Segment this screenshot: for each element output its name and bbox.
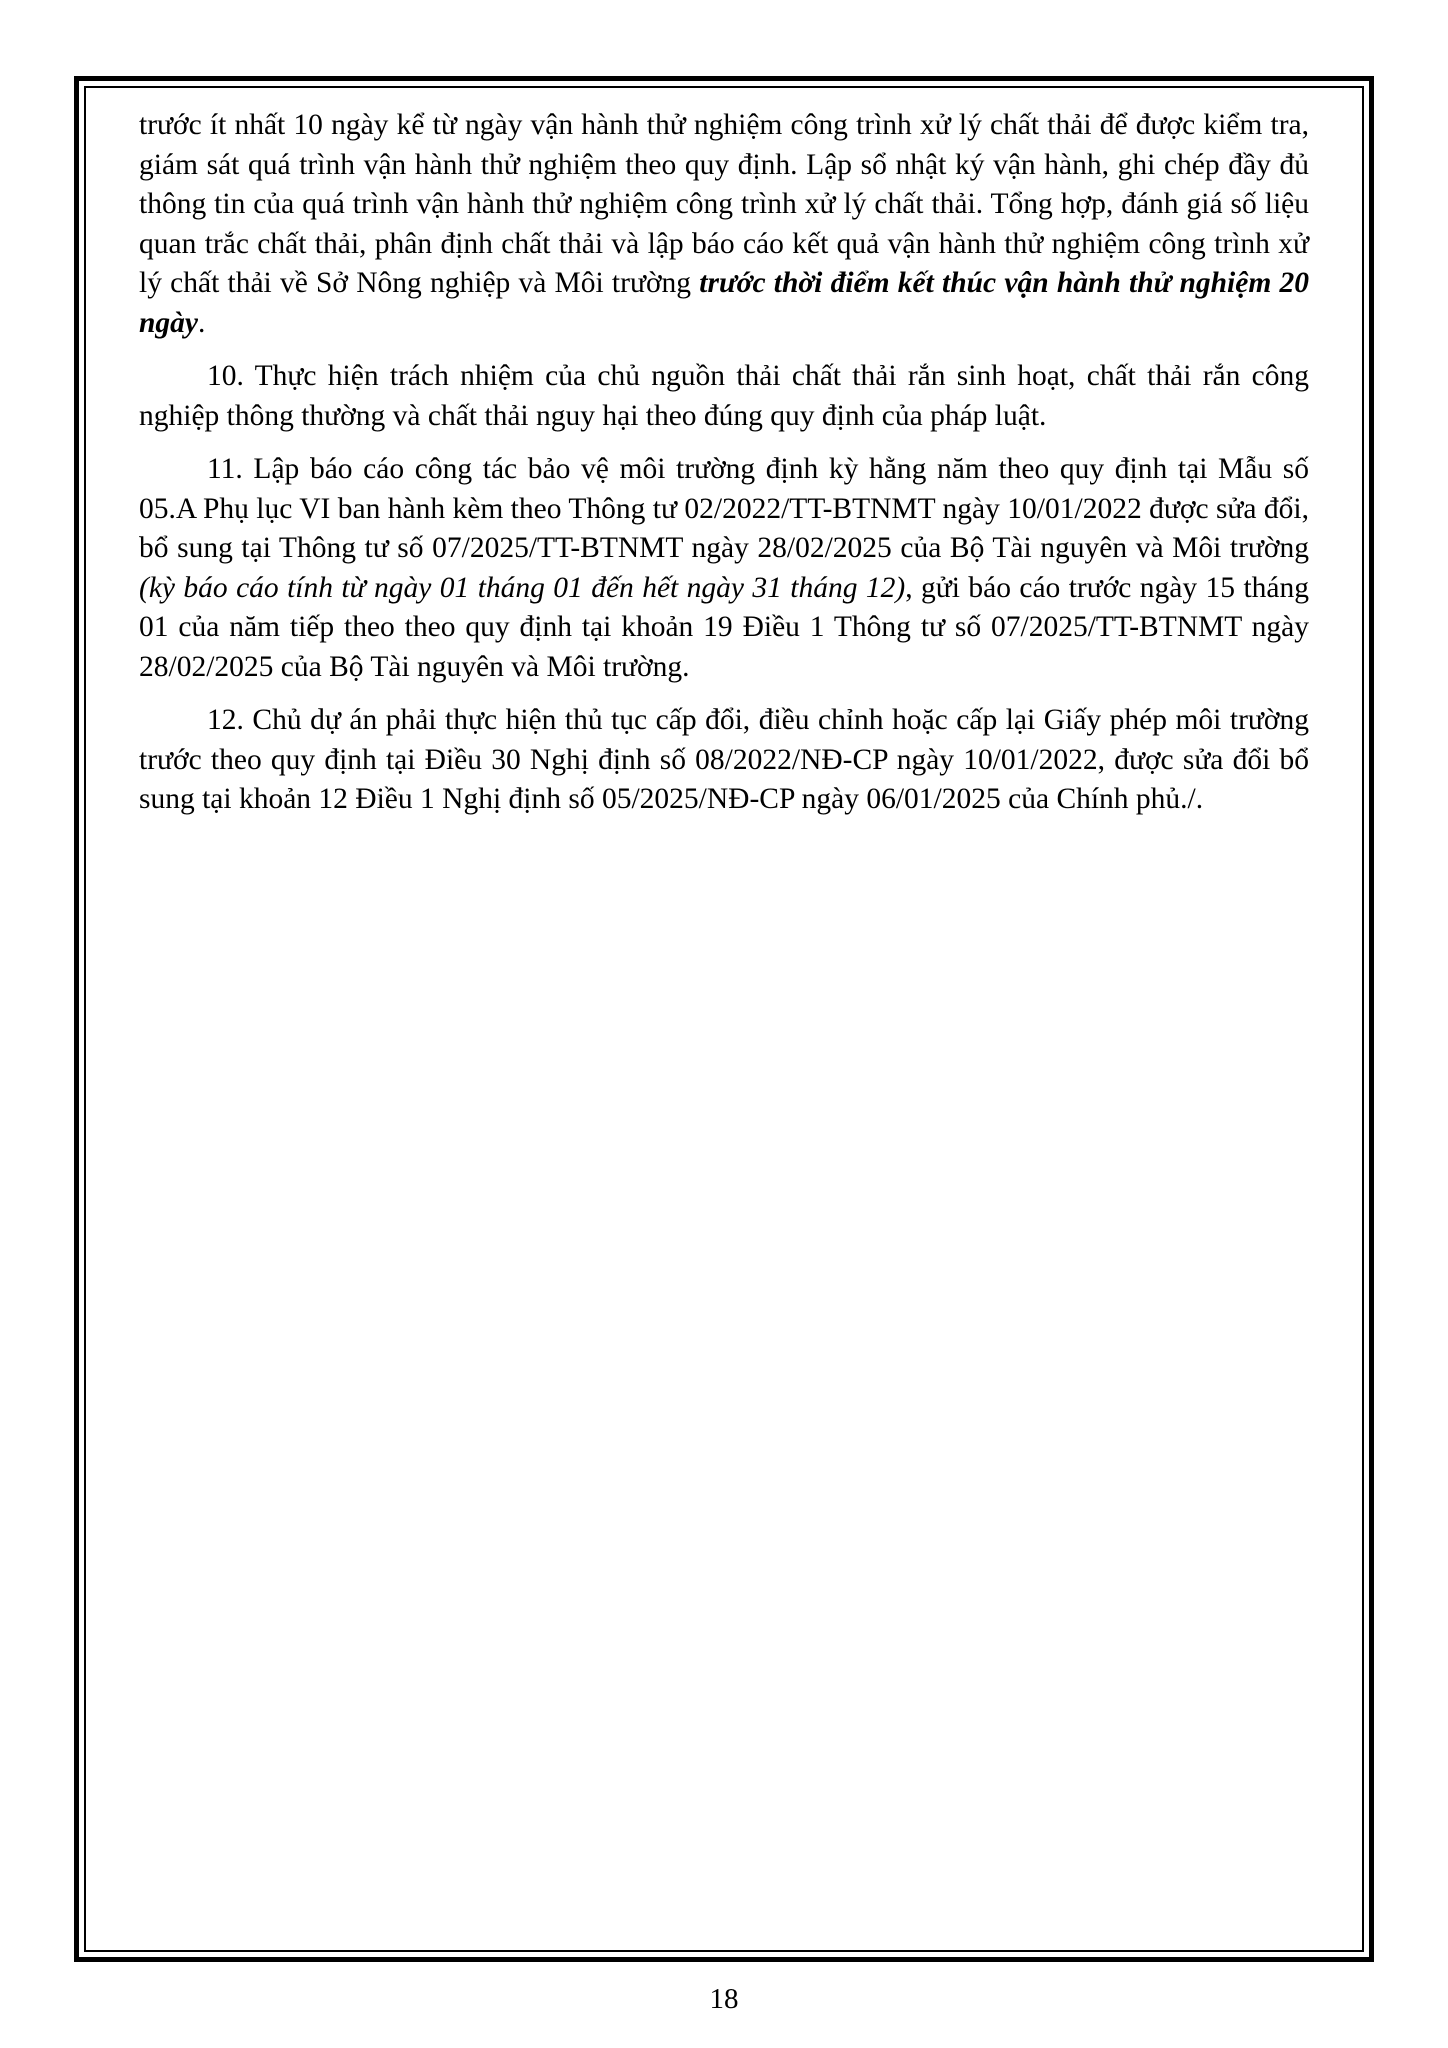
- text-segment: trước ít nhất 10 ngày kể từ ngày vận hành thử nghiệm công trình xử lý chất thải để được kiểm tra, giám sát quá trình vận hành thử nghiệm theo quy định. Lập sổ nhật ký vận hành, ghi chép đầy đủ thông tin của quá trình vận hành thử nghiệm công trình xử lý chất thải. Tổng hợp, đánh giá số liệu quan trắc chất thải, phân định chất thải và lập báo cáo kết quả vận hành thử nghiệm công trình xử lý chất thải về Sở Nông nghiệp và Môi trường: [139, 109, 1309, 299]
- emphasis-deadline: trước thời điểm kết thúc vận hành thử nghiệm 20 ngày: [139, 267, 1310, 339]
- paragraph-item-12: [139, 701, 1309, 820]
- text-segment: , gửi báo cáo trước ngày 15 tháng 01 của năm tiếp theo theo quy định tại khoản 19 Điều 1 Thông tư số 07/2025/TT-BTNMT ngày 28/02/2025 của Bộ Tài nguyên và Môi trường.: [139, 571, 1309, 683]
- document-body: [139, 106, 1309, 834]
- text-segment: .: [198, 306, 206, 339]
- paragraph-item-11: [139, 450, 1309, 687]
- paragraph-item-10: [139, 357, 1309, 436]
- text-segment: 12. Chủ dự án phải thực hiện thủ tục cấp đổi, điều chỉnh hoặc cấp lại Giấy phép môi trường trước theo quy định tại Điều 30 Nghị định số 08/2022/NĐ-CP ngày 10/01/2022, được sửa đổi bổ sung tại khoản 12 Điều 1 Nghị định số 05/2025/NĐ-CP ngày 06/01/2025 của Chính phủ./.: [139, 704, 1309, 815]
- italic-report-period: (kỳ báo cáo tính từ ngày 01 tháng 01 đến hết ngày 31 tháng 12): [139, 571, 906, 604]
- page-number: 18: [709, 1983, 739, 2015]
- text-segment: 10. Thực hiện trách nhiệm của chủ nguồn thải chất thải rắn sinh hoạt, chất thải rắn công nghiệp thông thường và chất thải nguy hại theo đúng quy định của pháp luật.: [139, 360, 1309, 432]
- text-segment: 11. Lập báo cáo công tác bảo vệ môi trường định kỳ hằng năm theo quy định tại Mẫu số 05.A Phụ lục VI ban hành kèm theo Thông tư 02/2022/TT-BTNMT ngày 10/01/2022 được sửa đổi, bổ sung tại Thông tư số 07/2025/TT-BTNMT ngày 28/02/2025 của Bộ Tài nguyên và Môi trường: [139, 453, 1309, 564]
- paragraph-continuation: [139, 106, 1309, 343]
